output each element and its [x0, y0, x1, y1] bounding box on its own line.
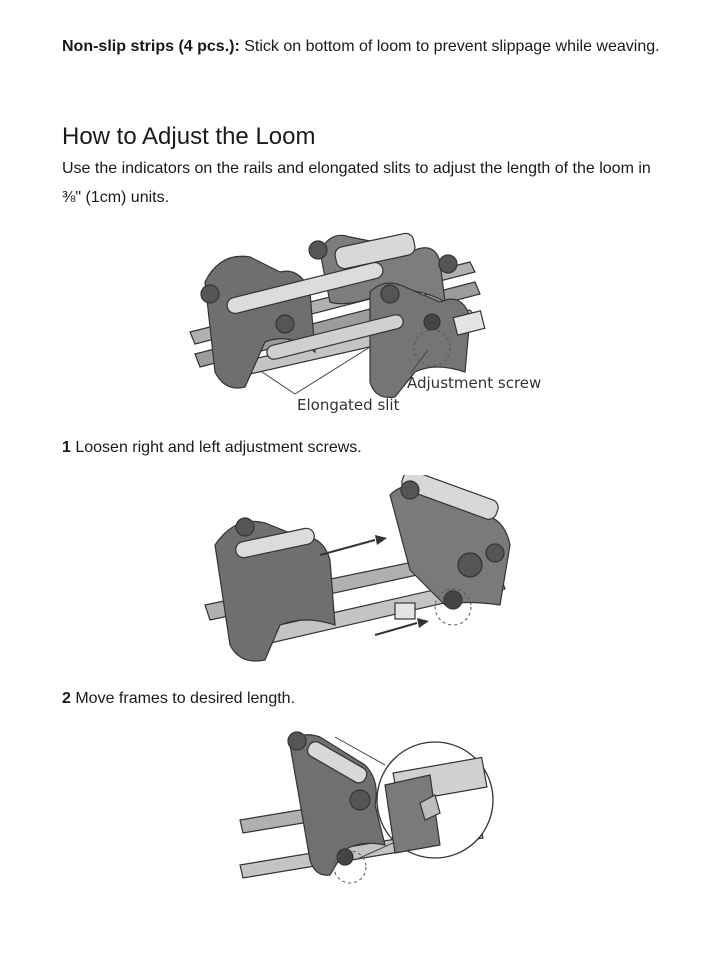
non-slip-label: Non-slip strips (4 pcs.): — [62, 38, 240, 55]
elongated-slit-callout: Elongated slit — [297, 396, 400, 414]
non-slip-paragraph — [62, 32, 672, 61]
adjustment-screw-callout: Adjustment screw — [407, 374, 542, 392]
step-2 — [62, 689, 295, 709]
step-1 — [62, 438, 362, 458]
loom-overview-figure — [170, 222, 570, 422]
section-description: Use the indicators on the rails and elongated slits to adjust the length of the loom in ⅜" (1cm) units. — [62, 160, 651, 206]
step-1-text: Loosen right and left adjustment screws. — [70, 439, 362, 456]
loosen-screws-figure — [195, 475, 535, 675]
step-2-number: 2 — [62, 690, 71, 707]
move-frames-figure — [235, 725, 495, 900]
non-slip-text: Stick on bottom of loom to prevent slippage while weaving. — [239, 38, 660, 55]
step-1-number: 1 — [62, 439, 71, 456]
section-heading: How to Adjust the Loom — [62, 123, 316, 150]
step-2-text: Move frames to desired length. — [70, 690, 296, 707]
